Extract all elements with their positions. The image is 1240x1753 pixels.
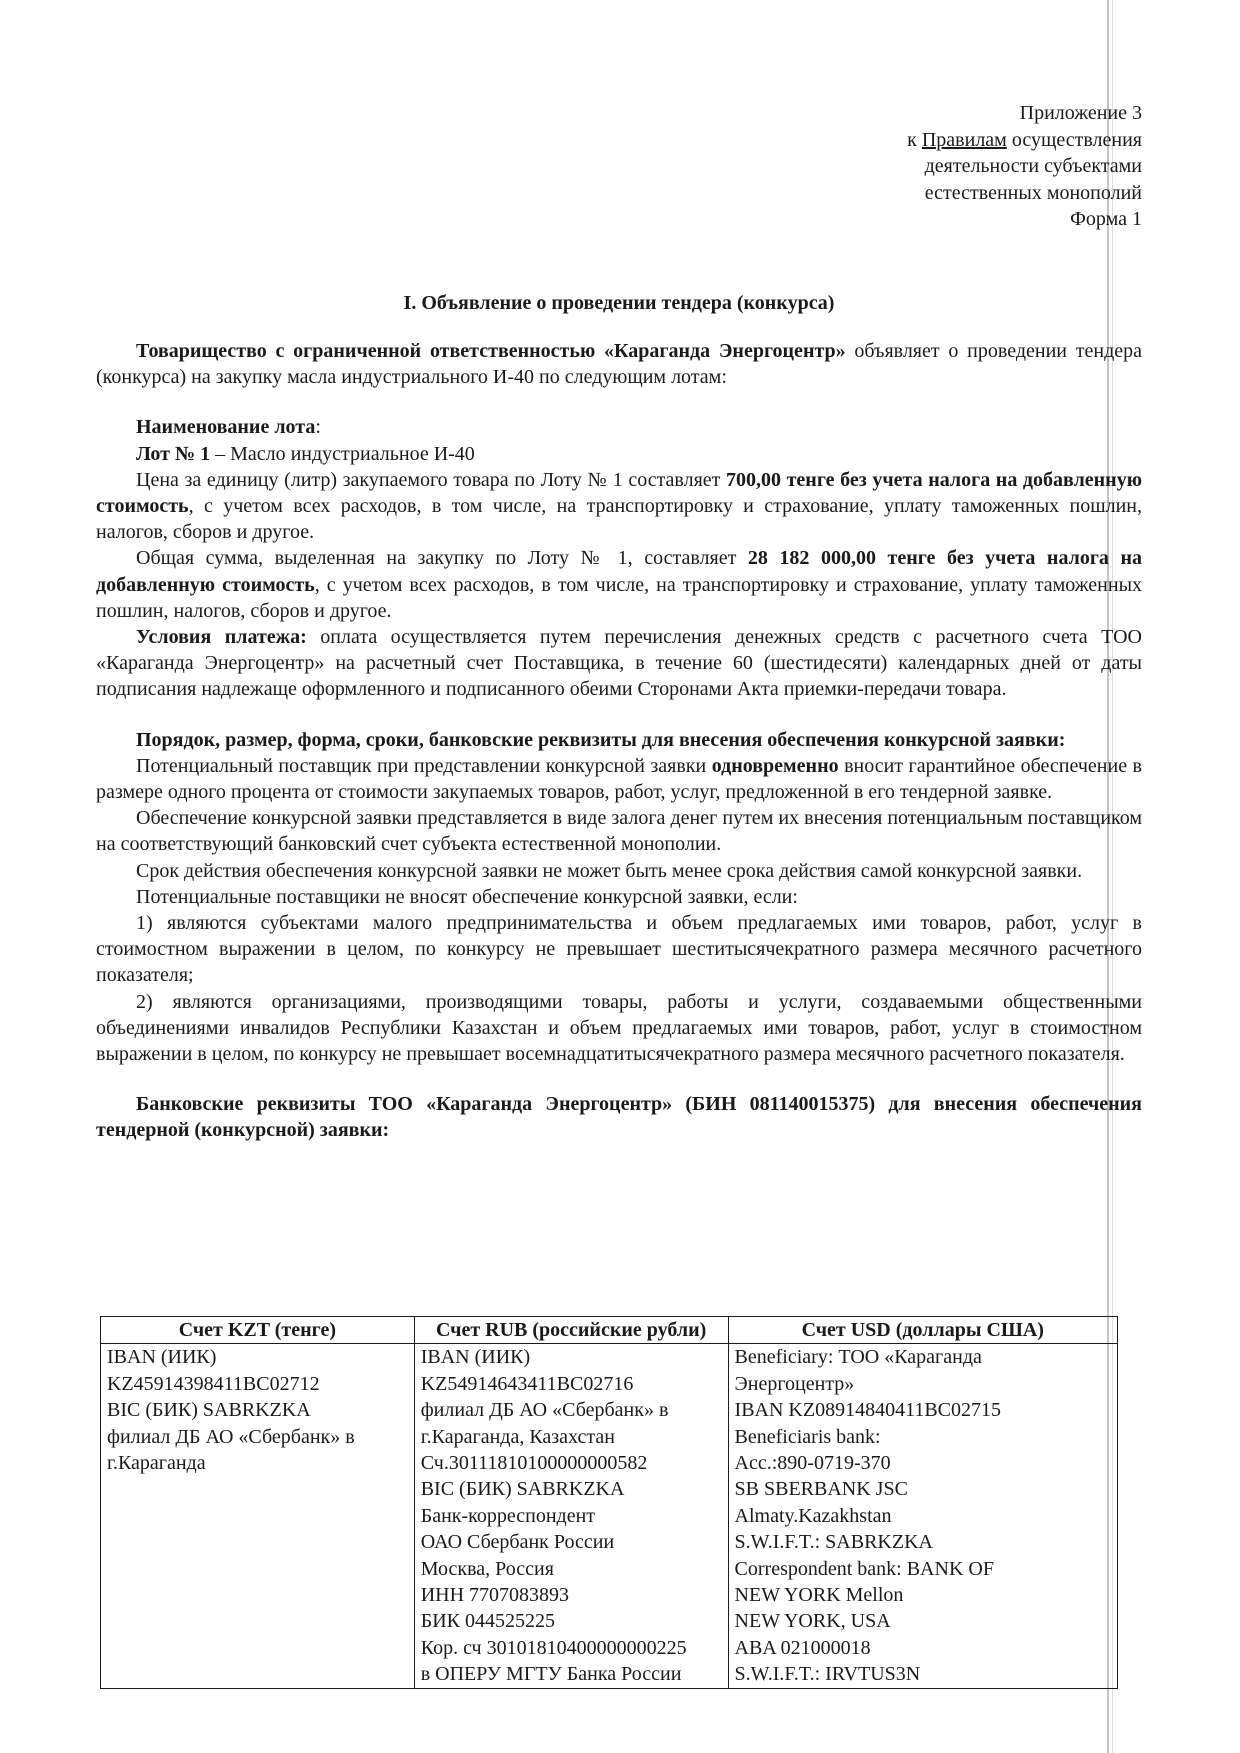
appendix-header — [700, 100, 1142, 233]
security-paragraph-3: Срок действия обеспечения конкурсной заявки не может быть менее срока действия самой конкурсной заявки. — [136, 859, 1083, 882]
rub-line: Москва, Россия — [420, 1557, 554, 1580]
appendix-line-1: Приложение 3 — [1019, 102, 1142, 124]
header-usd: Счет USD (доллары США) — [728, 1317, 1117, 1344]
rub-line: KZ54914643411BC02716 — [420, 1372, 634, 1395]
kzt-line: IBAN (ИИК) — [107, 1346, 217, 1369]
company-name: Товарищество с ограниченной ответственностью «Караганда Энергоцентр» — [136, 340, 846, 362]
usd-line: S.W.I.F.T.: IRVTUS3N — [734, 1663, 921, 1686]
usd-line: Acc.:890-0719-370 — [734, 1452, 891, 1475]
appendix-line-3: деятельности субъектами — [924, 155, 1142, 177]
rub-line: IBAN (ИИК) — [420, 1346, 531, 1369]
appendix-line-4: естественных монополий — [924, 181, 1142, 204]
rub-line: ИНН 7707083893 — [420, 1584, 570, 1607]
rub-line: Банк-корреспондент — [420, 1504, 596, 1527]
usd-line: Beneficiary: ТОО «Караганда — [734, 1346, 982, 1369]
usd-account-cell — [728, 1344, 1117, 1688]
usd-line: Correspondent bank: BANK OF — [734, 1557, 994, 1580]
total-amount-paragraph: Общая сумма, выделенная на закупку по Лоту № 1, составляет 28 182 000,00 тенге без учета налога на добавленную стоимость, с учетом всех расходов, в том числе, на транспортировку и страхование, уплату таможенных пошлин, налогов, сборов и другое. — [96, 547, 1143, 622]
rub-line: филиал ДБ АО «Сбербанк» в — [420, 1399, 669, 1422]
table-header-row — [101, 1317, 1118, 1344]
rub-line: в ОПЕРУ МГТУ Банка России — [420, 1663, 682, 1686]
rub-line: BIC (БИК) SABRKZKA — [420, 1478, 625, 1501]
rub-line: БИК 044525225 — [420, 1610, 555, 1633]
bank-details-heading: Банковские реквизиты ТОО «Караганда Энергоцентр» (БИН 081140015375) для внесения обеспечения тендерной (конкурсной) заявки: — [96, 1093, 1142, 1142]
usd-line: ABA 021000018 — [734, 1636, 871, 1659]
security-heading: Порядок, размер, форма, сроки, банковские реквизиты для внесения обеспечения конкурсной заявки: — [136, 728, 1066, 751]
usd-line: IBAN KZ08914840411BC02715 — [734, 1399, 1002, 1422]
rules-link[interactable]: Правилам — [921, 128, 1007, 151]
rub-line: Кор. сч 30101810400000000225 — [420, 1636, 687, 1659]
appendix-line-2: к Правилам осуществления — [907, 128, 1142, 151]
lot-item: Лот № 1 – Масло индустриальное И-40 — [136, 442, 475, 465]
kzt-line: BIC (БИК) SABRKZKA — [107, 1399, 311, 1422]
kzt-line: KZ45914398411BC02712 — [107, 1372, 320, 1395]
security-exemption-1: 1) являются субъектами малого предпринимательства и объем предлагаемых ими товаров, работ, услуг в стоимостном выражении в целом, по конкурсу не превышает шеститысячекратного размера месячного расчетного показателя; — [96, 912, 1142, 987]
table-row — [101, 1344, 1118, 1688]
header-rub: Счет RUB (российские рубли) — [414, 1317, 728, 1344]
lot-name-label: Наименование лота: — [136, 416, 321, 439]
intro-paragraph: Товарищество с ограниченной ответственностью «Караганда Энергоцентр» объявляет о проведении тендера (конкурса) на закупку масла индустриального И-40 по следующим лотам: — [96, 340, 1143, 389]
security-exemption-2: 2) являются организациями, производящими товары, работы и услуги, создаваемыми общественными объединениями инвалидов Республики Казахстан и объем предлагаемых ими товаров, работ, услуг в стоимостном выражении в целом, по конкурсу не превышает восемнадцатитысячекратного размера месячного расчетного показателя. — [96, 990, 1142, 1066]
usd-line: Beneficiaris bank: — [734, 1425, 881, 1448]
usd-line: NEW YORK, USA — [734, 1610, 891, 1633]
kzt-account-cell — [101, 1344, 415, 1688]
kzt-line: филиал ДБ АО «Сбербанк» в — [107, 1425, 355, 1448]
payment-terms-paragraph: Условия платежа: оплата осуществляется путем перечисления денежных средств с расчетного счета ТОО «Караганда Энергоцентр» на расчетный счет Поставщика, в течение 60 (шестидесяти) календарных дней от даты подписания надлежаще оформленного и подписанного обеими Сторонами Акта приемки-передачи товара. — [96, 626, 1142, 701]
appendix-form-number: Форма 1 — [1070, 208, 1142, 230]
rub-line: ОАО Сбербанк России — [420, 1531, 615, 1554]
security-paragraph-1: Потенциальный поставщик при представлении конкурсной заявки одновременно вносит гарантийное обеспечение в размере одного процента от стоимости закупаемых товаров, работ, услуг, предложенной в его тендерной заявке. — [96, 754, 1142, 804]
security-paragraph-2: Обеспечение конкурсной заявки представляется в виде залога денег путем их внесения потенциальным поставщиком на соответствующий банковский счет субъекта естественной монополии. — [96, 807, 1142, 856]
unit-price-paragraph: Цена за единицу (литр) закупаемого товара по Лоту № 1 составляет 700,00 тенге без учета налога на добавленную стоимость, с учетом всех расходов, в том числе, на транспортировку и страхование, уплату таможенных пошлин, налогов, сборов и другое. — [96, 468, 1142, 544]
document-body — [96, 290, 1142, 1144]
security-paragraph-4: Потенциальные поставщики не вносят обеспечение конкурсной заявки, если: — [136, 885, 798, 908]
usd-line: Энергоцентр» — [734, 1372, 855, 1395]
rub-line: г.Караганда, Казахстан — [420, 1425, 615, 1448]
usd-line: NEW YORK Mellon — [734, 1584, 904, 1607]
usd-line: Almaty.Kazakhstan — [734, 1504, 892, 1527]
usd-line: SB SBERBANK JSC — [734, 1478, 908, 1501]
bank-details-table — [100, 1316, 1118, 1689]
kzt-line: г.Караганда — [107, 1452, 206, 1475]
usd-line: S.W.I.F.T.: SABRKZKA — [734, 1531, 933, 1554]
rub-account-cell — [414, 1344, 728, 1688]
document-title: I. Объявление о проведении тендера (конкурса) — [403, 292, 835, 314]
header-kzt: Счет KZT (тенге) — [101, 1317, 415, 1344]
rub-line: Сч.30111810100000000582 — [420, 1452, 648, 1475]
